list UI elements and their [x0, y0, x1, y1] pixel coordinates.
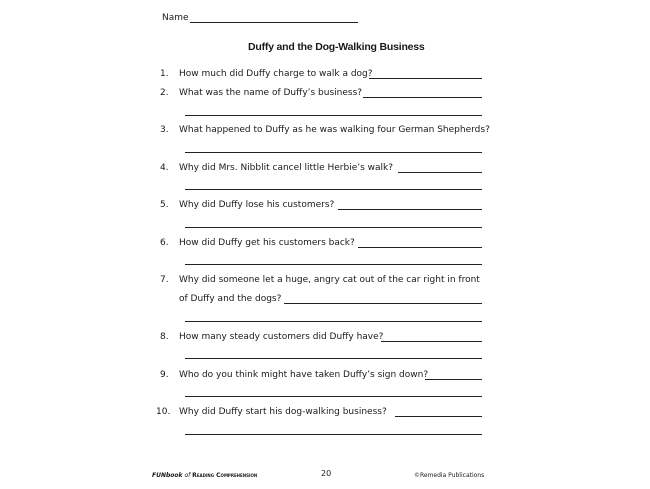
question-10-number: 10. [156, 407, 171, 417]
question-1-number: 1. [160, 69, 169, 79]
answer-line[interactable] [185, 396, 482, 397]
name-label: Name [162, 13, 189, 23]
question-3-number: 3. [160, 125, 169, 135]
answer-line[interactable] [425, 379, 482, 380]
worksheet-title: Duffy and the Dog-Walking Business [248, 41, 425, 53]
question-3-text: What happened to Duffy as he was walking four German Shepherds? [179, 125, 490, 135]
footer-book-prefix: FUNbook [152, 472, 183, 479]
answer-line[interactable] [185, 264, 482, 265]
question-4-text: Why did Mrs. Nibblit cancel little Herbie’s walk? [179, 163, 394, 173]
question-4-number: 4. [160, 163, 169, 173]
answer-line[interactable] [338, 209, 482, 210]
question-9-number: 9. [160, 370, 169, 380]
question-5-text: Why did Duffy lose his customers? [179, 200, 335, 210]
answer-line[interactable] [358, 247, 482, 248]
answer-line[interactable] [363, 97, 482, 98]
footer-book-rest: Reading Comprehension [192, 472, 258, 479]
answer-line[interactable] [185, 321, 482, 322]
question-7-number: 7. [160, 275, 169, 285]
answer-line[interactable] [185, 152, 482, 153]
answer-line[interactable] [185, 358, 482, 359]
page-number: 20 [321, 469, 332, 478]
question-8-number: 8. [160, 332, 169, 342]
question-2-number: 2. [160, 88, 169, 98]
footer-book-title [152, 472, 257, 480]
answer-line[interactable] [395, 416, 482, 417]
answer-line[interactable] [381, 341, 482, 342]
answer-line[interactable] [284, 303, 482, 304]
answer-line[interactable] [185, 189, 482, 190]
footer-publisher: ©Remedia Publications [414, 472, 485, 479]
question-2-text: What was the name of Duffy’s business? [179, 88, 363, 98]
question-5-number: 5. [160, 200, 169, 210]
question-6-text: How did Duffy get his customers back? [179, 238, 355, 248]
answer-line[interactable] [369, 78, 482, 79]
question-9-text: Who do you think might have taken Duffy’s sign down? [179, 370, 429, 380]
name-input-line[interactable] [190, 22, 358, 23]
footer-book-of: of [184, 472, 191, 479]
question-7-text-line2: of Duffy and the dogs? [179, 294, 282, 304]
answer-line[interactable] [185, 434, 482, 435]
question-10-text: Why did Duffy start his dog-walking business? [179, 407, 387, 417]
answer-line[interactable] [398, 172, 482, 173]
answer-line[interactable] [185, 227, 482, 228]
question-8-text: How many steady customers did Duffy have? [179, 332, 384, 342]
question-6-number: 6. [160, 238, 169, 248]
question-7-text: Why did someone let a huge, angry cat out of the car right in front [179, 275, 480, 285]
question-1-text: How much did Duffy charge to walk a dog? [179, 69, 373, 79]
answer-line[interactable] [185, 115, 482, 116]
